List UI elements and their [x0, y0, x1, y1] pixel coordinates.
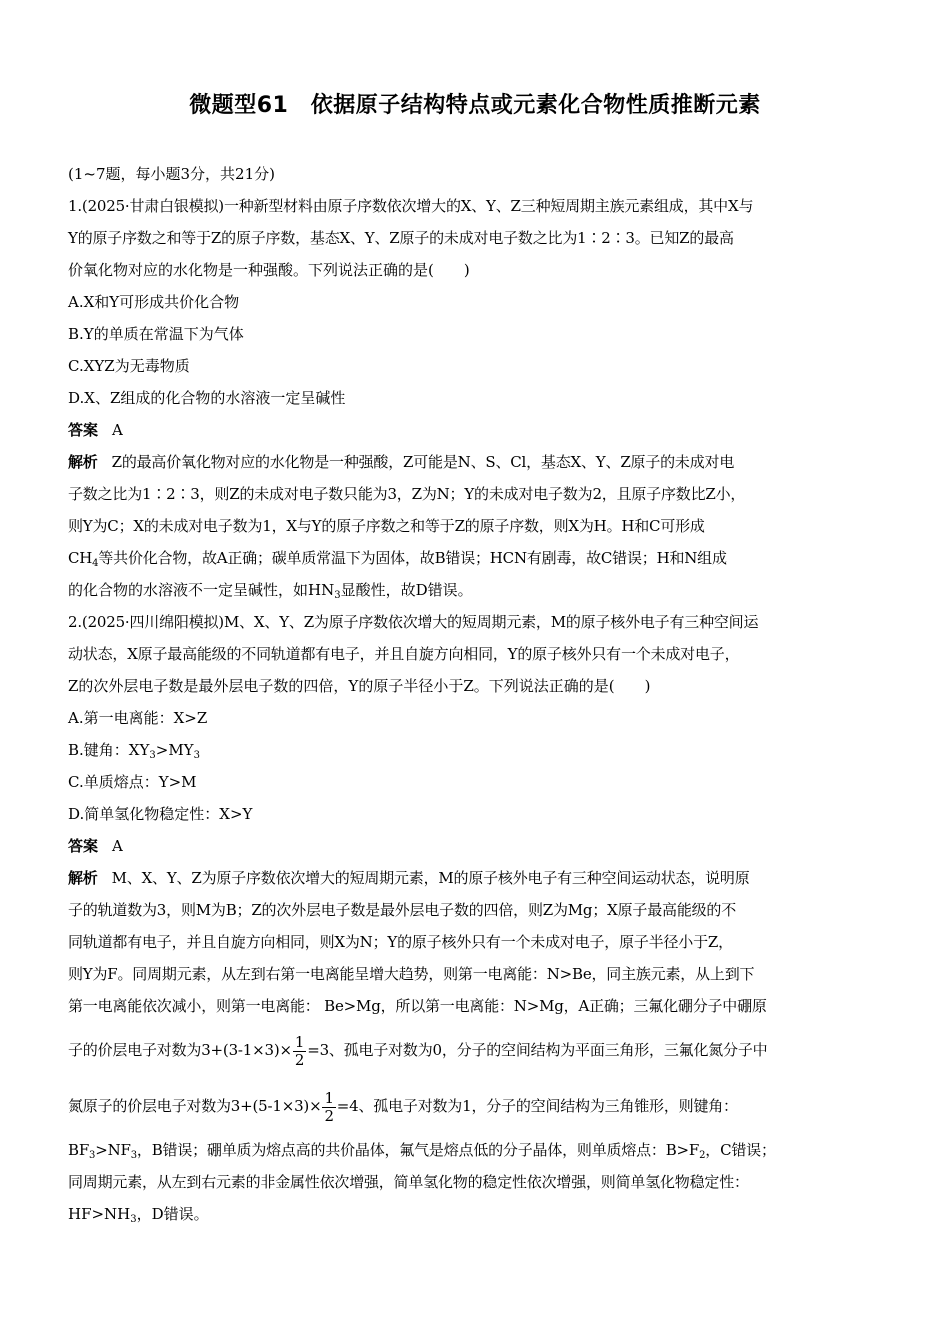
q1-option-b: B.Y的单质在常温下为气体 — [68, 325, 244, 343]
q1-analysis-line: 则Y为C；X的未成对电子数为1，X与Y的原子序数之和等于Z的原子序数，则X为H。H和C可形成 — [68, 517, 705, 535]
page-title: 微题型61 依据原子结构特点或元素化合物性质推断元素 — [189, 93, 761, 118]
q2-option-d: D.简单氢化物稳定性：X>Y — [68, 805, 253, 823]
q2-analysis-line: 同周期元素，从左到右元素的非金属性依次增强，简单氢化物的稳定性依次增强，则简单氢化物稳定性： — [68, 1173, 749, 1191]
q2-analysis-line: 氮原子的价层电子对数为3+(5-1×3)× $\frac{1}{2}$ =4、孤电子对数为1，分子的空间结构为三角锥形，则键角： — [68, 1088, 738, 1125]
answer-label: 答案 — [68, 837, 99, 855]
fraction-one-half: $\frac{1}{2}$ — [294, 1032, 305, 1069]
q2-option-c: C.单质熔点：Y>M — [68, 773, 197, 791]
question-1 — [68, 190, 883, 606]
q1-analysis-line: 解析 Z的最高价氧化物对应的水化物是一种强酸，Z可能是N、S、Cl，基态X、Y、Z原子的未成对电 — [68, 453, 735, 471]
q2-analysis-line: 子的轨道数为3，则M为B；Z的次外层电子数是最外层电子数的四倍，则Z为Mg；X原子最高能级的不 — [68, 901, 737, 919]
q2-stem-line: Z的次外层电子数是最外层电子数的四倍，Y的原子半径小于Z。下列说法正确的是( ) — [68, 677, 651, 695]
q2-answer — [68, 830, 883, 862]
q1-option-d: D.X、Z组成的化合物的水溶液一定呈碱性 — [68, 389, 346, 407]
q1-analysis-line: 的化合物的水溶液不一定呈碱性，如$HN_3$显酸性，故D错误。 — [68, 581, 473, 601]
q1-stem-line: 1.(2025·甘肃白银模拟)一种新型材料由原子序数依次增大的X、Y、Z三种短周期主族元素组成，其中X与 — [68, 197, 754, 215]
q2-stem-line: 2.(2025·四川绵阳模拟)M、X、Y、Z为原子序数依次增大的短周期元素，M的原子核外电子有三种空间运 — [68, 613, 759, 631]
q2-analysis-line: 解析 M、X、Y、Z为原子序数依次增大的短周期元素，M的原子核外电子有三种空间运动状态，说明原 — [68, 869, 750, 887]
fraction-one-half: $\frac{1}{2}$ — [324, 1088, 334, 1125]
q2-analysis-line: 第一电离能依次减小，则第一电离能： Be>Mg，所以第一电离能：N>Mg，A正确；三氟化硼分子中硼原 — [68, 997, 767, 1015]
q1-stem-line: Y的原子序数之和等于Z的原子序数，基态X、Y、Z原子的未成对电子数之比为1∶2∶3。已知Z的最高 — [68, 229, 734, 247]
analysis-label: 解析 — [68, 869, 98, 887]
answer-value: A — [112, 421, 123, 439]
q2-stem-line: 动状态，X原子最高能级的不同轨道都有电子，并且自旋方向相同，Y的原子核外只有一个未成对电子， — [68, 645, 740, 663]
q1-answer — [68, 414, 883, 446]
q2-option-a: A.第一电离能：X>Z — [68, 709, 208, 727]
question-content — [68, 158, 883, 1230]
q2-analysis-line: $HF>NH_3$，D错误。 — [68, 1205, 209, 1225]
q2-analysis-line: 同轨道都有电子，并且自旋方向相同，则X为N；Y的原子核外只有一个未成对电子，原子半径小于Z， — [68, 933, 733, 951]
q1-stem-line: 价氧化物对应的水化物是一种强酸。下列说法正确的是( ) — [68, 261, 470, 279]
q1-option-a: A.X和Y可形成共价化合物 — [68, 293, 240, 311]
analysis-label: 解析 — [68, 453, 98, 471]
header-note: (1~7题，每小题3分，共21分) — [68, 165, 275, 183]
q2-analysis-line: 则Y为F。同周期元素，从左到右第一电离能呈增大趋势，则第一电离能：N>Be，同主族元素，从上到下 — [68, 965, 755, 983]
q2-option-b: B.键角：$XY_3>MY_3$ — [68, 741, 200, 761]
q1-option-c: C.XYZ为无毒物质 — [68, 357, 190, 375]
answer-value: A — [112, 837, 123, 855]
q1-analysis-line: 子数之比为1∶2∶3，则Z的未成对电子数只能为3，Z为N；Y的未成对电子数为2，且原子序数比Z小， — [68, 485, 746, 503]
q1-analysis-line: $CH_4$等共价化合物，故A正确；碳单质常温下为固体，故B错误；HCN有剧毒，故C错误；H和N组成 — [68, 549, 727, 569]
q2-analysis-line: $BF_3>NF_3$，B错误；硼单质为熔点高的共价晶体，氟气是熔点低的分子晶体，则单质熔点：$B>F_2$，C错误； — [68, 1141, 776, 1161]
answer-label: 答案 — [68, 421, 99, 439]
question-2 — [68, 606, 883, 1230]
q2-analysis-line: 子的价层电子对数为3+(3-1×3)× $\frac{1}{2}$ =3、孤电子对数为0，分子的空间结构为平面三角形，三氟化氮分子中 — [68, 1032, 768, 1069]
